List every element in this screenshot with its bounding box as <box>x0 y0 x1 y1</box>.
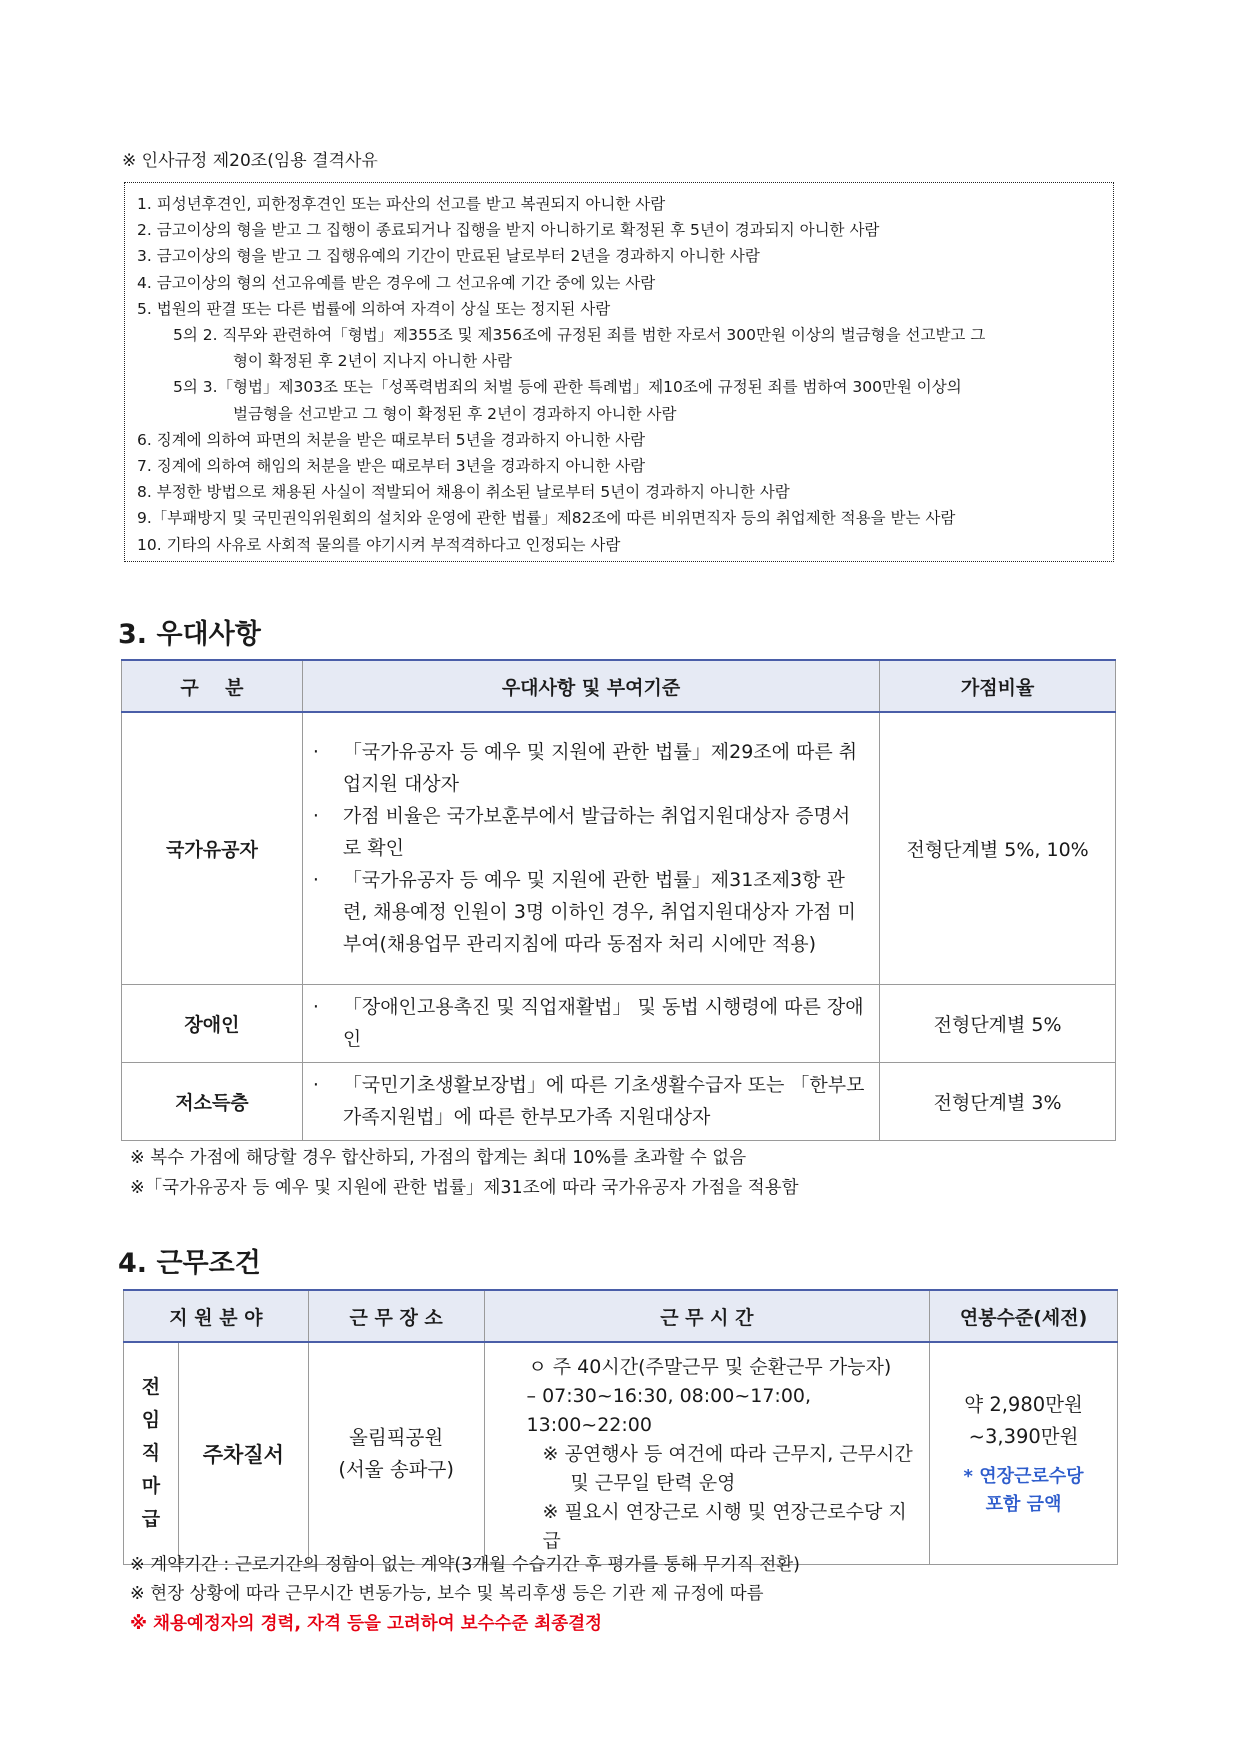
benefit-rate: 전형단계별 3% <box>880 1062 1116 1140</box>
disqualification-rule: 1. 피성년후견인, 피한정후견인 또는 파산의 선고를 받고 복권되지 아니한 사람 <box>137 195 666 213</box>
disqualification-rule: 7. 징계에 의하여 해임의 처분을 받은 때로부터 3년을 경과하지 아니한 사람 <box>137 457 646 476</box>
salary-cell <box>930 1342 1118 1565</box>
disqualification-rule: 2. 금고이상의 형을 받고 그 집행이 종료되거나 집행을 받지 아니하기로 확정된 후 5년이 경과되지 아니한 사람 <box>137 221 880 240</box>
group-label-char: 임 <box>141 1409 161 1431</box>
disqualification-title: ※ 인사규정 제20조(임용 결격사유 <box>122 151 378 171</box>
disqualification-rule: 10. 기타의 사유로 사회적 물의를 야기시켜 부적격하다고 인정되는 사람 <box>137 535 621 554</box>
group-label-char: 전 <box>141 1376 161 1398</box>
bullet-icon: · <box>312 741 319 764</box>
disqualification-rule: 벌금형을 선고받고 그 형이 확정된 후 2년이 경과하지 아니한 사람 <box>233 404 677 423</box>
disqualification-rule: 4. 금고이상의 형의 선고유예를 받은 경우에 그 선고유예 기간 중에 있는 사람 <box>137 273 656 292</box>
bullet-icon: · <box>312 996 319 1018</box>
bullet-icon: · <box>312 805 319 828</box>
conditions-note-1: ※ 계약기간 : 근로기간의 정함이 없는 계약(3개월 수습기간 후 평가를 통해 무기직 전환) <box>130 1555 800 1575</box>
benefits-header-rate: 가점비율 <box>880 660 1116 712</box>
conditions-header-location: 근 무 장 소 <box>308 1290 484 1342</box>
criteria-text: 「국가유공자 등 예우 및 지원에 관한 법률」제29조에 따른 취업지원 대상자 <box>342 741 858 796</box>
disqualification-box <box>124 182 1114 562</box>
salary-note: * 연장근로수당 포함 금액 <box>963 1465 1084 1515</box>
benefits-heading: 3. 우대사항 <box>118 619 261 650</box>
conditions-table <box>123 1289 1118 1565</box>
benefits-table <box>121 659 1116 1141</box>
field-name: 주차질서 <box>178 1342 308 1565</box>
benefit-rate: 전형단계별 5% <box>880 984 1116 1062</box>
salary-range: 약 2,980만원 ~3,390만원 <box>964 1392 1083 1448</box>
benefit-row <box>122 712 1116 984</box>
conditions-header-salary: 연봉수준(세전) <box>930 1290 1118 1342</box>
conditions-header-hours: 근 무 시 간 <box>484 1290 930 1342</box>
bullet-icon: · <box>312 869 319 892</box>
criteria-item <box>313 864 867 960</box>
criteria-text: 「장애인고용촉진 및 직업재활법」 및 동법 시행령에 따른 장애인 <box>342 996 864 1050</box>
group-label <box>124 1342 179 1565</box>
disqualification-rule: 5의 3.「형법」제303조 또는「성폭력범죄의 처벌 등에 관한 특례법」제10조에 규정된 죄를 범하여 300만원 이상의 <box>173 378 962 397</box>
criteria-item <box>313 800 867 864</box>
benefit-category: 장애인 <box>122 984 303 1062</box>
hours-line: – 07:30~16:30, 08:00~17:00, 13:00~22:00 <box>526 1385 812 1436</box>
disqualification-rule: 5. 법원의 판결 또는 다른 법률에 의하여 자격이 상실 또는 정지된 사람 <box>137 299 611 318</box>
disqualification-rule: 형이 확정된 후 2년이 지나지 아니한 사람 <box>233 352 512 371</box>
benefits-header-category: 구 분 <box>122 660 303 712</box>
benefit-rate: 전형단계별 5%, 10% <box>880 712 1116 984</box>
work-location: 올림픽공원 (서울 송파구) <box>308 1342 484 1565</box>
criteria-item <box>313 736 867 800</box>
benefit-category: 저소득층 <box>122 1062 303 1140</box>
conditions-header-field: 지 원 분 야 <box>124 1290 309 1342</box>
disqualification-rule: 5의 2. 직무와 관련하여「형법」제355조 및 제356조에 규정된 죄를 범한 자로서 300만원 이상의 벌금형을 선고받고 그 <box>173 326 986 345</box>
work-hours <box>484 1342 930 1565</box>
criteria-item <box>313 1069 867 1133</box>
group-label-char: 직 <box>141 1442 161 1464</box>
hours-line: 및 근무일 탄력 운영 <box>570 1472 736 1494</box>
criteria-item <box>313 991 867 1055</box>
benefit-criteria <box>302 984 879 1062</box>
criteria-text: 가점 비율은 국가보훈부에서 발급하는 취업지원대상자 증명서로 확인 <box>342 805 851 860</box>
benefits-note-1: ※ 복수 가점에 해당할 경우 합산하되, 가점의 합계는 최대 10%를 초과할 수 없음 <box>130 1148 747 1168</box>
bullet-icon: · <box>312 1074 319 1096</box>
disqualification-rule: 3. 금고이상의 형을 받고 그 집행유예의 기간이 만료된 날로부터 2년을 경과하지 아니한 사람 <box>137 247 760 266</box>
hours-line: ㅇ 주 40시간(주말근무 및 순환근무 가능자) <box>528 1356 892 1378</box>
conditions-heading: 4. 근무조건 <box>118 1248 261 1279</box>
salary-highlight-note: ※ 채용예정자의 경력, 자격 등을 고려하여 보수수준 최종결정 <box>130 1614 603 1634</box>
benefits-header-criteria: 우대사항 및 부여기준 <box>302 660 879 712</box>
group-label-char: 급 <box>141 1508 161 1530</box>
benefit-row <box>122 1062 1116 1140</box>
hours-line: ※ 공연행사 등 여건에 따라 근무지, 근무시간 <box>542 1443 913 1465</box>
group-label-char: 마 <box>141 1475 161 1497</box>
conditions-note-2: ※ 현장 상황에 따라 근무시간 변동가능, 보수 및 복리후생 등은 기관 제 규정에 따름 <box>130 1584 764 1604</box>
criteria-text: 「국가유공자 등 예우 및 지원에 관한 법률」제31조제3항 관련, 채용예정 인원이 3명 이하인 경우, 취업지원대상자 가점 미부여(채용업무 관리지침에 따라 동점자 처리 시에만 적용) <box>342 869 856 956</box>
disqualification-rule: 9.「부패방지 및 국민권익위원회의 설치와 운영에 관한 법률」제82조에 따른 비위면직자 등의 취업제한 적용을 받는 사람 <box>137 509 956 528</box>
benefit-category: 국가유공자 <box>122 712 303 984</box>
disqualification-rule: 8. 부정한 방법으로 채용된 사실이 적발되어 채용이 취소된 날로부터 5년이 경과하지 아니한 사람 <box>137 483 790 502</box>
benefit-criteria <box>302 712 879 984</box>
hours-line: ※ 필요시 연장근로 시행 및 연장근로수당 지급 <box>542 1501 907 1552</box>
benefit-criteria <box>302 1062 879 1140</box>
disqualification-rule: 6. 징계에 의하여 파면의 처분을 받은 때로부터 5년을 경과하지 아니한 사람 <box>137 430 646 449</box>
benefit-row <box>122 984 1116 1062</box>
benefits-note-2: ※「국가유공자 등 예우 및 지원에 관한 법률」제31조에 따라 국가유공자 가점을 적용함 <box>130 1178 799 1198</box>
criteria-text: 「국민기초생활보장법」에 따른 기초생활수급자 또는 「한부모가족지원법」에 따른 한부모가족 지원대상자 <box>342 1074 865 1128</box>
